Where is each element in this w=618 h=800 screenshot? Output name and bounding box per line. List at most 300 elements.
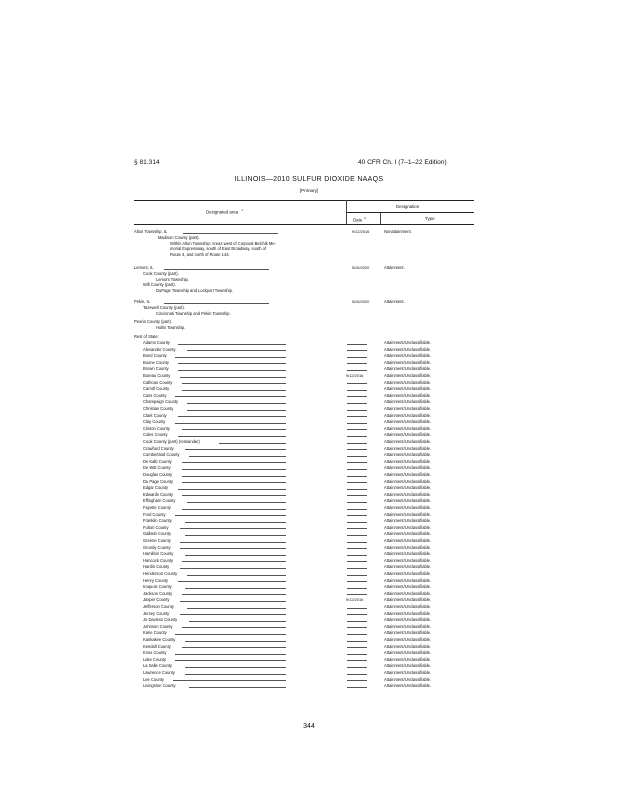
county-designation-type: Attainment/Unclassifiable. — [384, 379, 432, 385]
leader-line — [178, 581, 286, 582]
column-divider-area — [346, 200, 347, 224]
county-name: Grundy County — [143, 544, 171, 550]
county-designation-type: Attainment/Unclassifiable. — [384, 353, 432, 359]
leader-line — [182, 627, 286, 628]
county-name: Boone County — [143, 359, 169, 365]
county-row — [134, 393, 474, 399]
leader-line — [175, 515, 286, 516]
county-designation-type: Attainment/Unclassifiable. — [384, 399, 432, 405]
leader-line — [185, 674, 286, 675]
county-designation-type: Attainment/Unclassifiable. — [384, 445, 432, 451]
leader-line — [175, 634, 286, 635]
leader-line — [178, 344, 286, 345]
county-row — [134, 426, 474, 432]
county-row — [134, 373, 474, 379]
county-row — [134, 604, 474, 610]
county-designation-type: Attainment/Unclassifiable. — [384, 425, 432, 431]
county-row — [134, 657, 474, 663]
area-footnote: 1 — [241, 208, 243, 212]
county-name: Iroquois County — [143, 584, 172, 590]
column-header-date: Date $^2$ — [353, 216, 366, 223]
county-row — [134, 353, 474, 359]
leader-line — [187, 350, 286, 351]
county-designation-type: Attainment/Unclassifiable. — [384, 458, 432, 464]
area-description-line: Will County (part). — [143, 282, 176, 287]
county-designation-type: Attainment/Unclassifiable. — [384, 412, 432, 418]
leader-line — [175, 396, 286, 397]
leader-line — [175, 654, 286, 655]
area-date: 5/26/2020 — [352, 265, 370, 270]
date-placeholder-line — [347, 403, 367, 404]
county-row — [134, 644, 474, 650]
leader-line — [182, 647, 286, 648]
county-row — [134, 498, 474, 504]
area-name: Peoria County (part). — [134, 319, 172, 324]
date-placeholder-line — [347, 575, 367, 576]
county-name: Jersey County — [143, 610, 170, 616]
county-designation-type: Attainment/Unclassifiable. — [384, 617, 432, 623]
area-type: Attainment. — [384, 265, 405, 270]
county-designation-type: Attainment/Unclassifiable. — [384, 557, 432, 563]
leader-line — [175, 357, 286, 358]
cfr-edition: 40 CFR Ch. I (7–1–22 Edition) — [358, 159, 447, 166]
county-row — [134, 479, 474, 485]
county-designation-type: Attainment/Unclassifiable. — [384, 544, 432, 550]
county-row — [134, 465, 474, 471]
leader-line — [182, 594, 286, 595]
county-row — [134, 406, 474, 412]
date-placeholder-line — [347, 667, 367, 668]
area-name: Alton Township, IL — [134, 229, 168, 234]
leader-line — [187, 608, 286, 609]
county-name: Effingham County — [143, 498, 176, 504]
county-row — [134, 584, 474, 590]
date-placeholder-line — [347, 680, 367, 681]
county-name: Lee County — [143, 676, 164, 682]
date-placeholder-line — [347, 456, 367, 457]
leader-line — [182, 561, 286, 562]
county-row — [134, 578, 474, 584]
county-name: Edwards County — [143, 491, 174, 497]
area-description-line: Route 3, and north of Route 143. — [170, 251, 230, 257]
county-designation-type: Attainment/Unclassifiable. — [384, 346, 432, 352]
county-designation-type: Attainment/Unclassifiable. — [384, 452, 432, 458]
page-number: 344 — [303, 723, 315, 730]
designation-rule — [346, 212, 474, 213]
county-name: Gallatin County — [143, 531, 171, 537]
county-row — [134, 518, 474, 524]
county-designation-type: Attainment/Unclassifiable. — [384, 551, 432, 557]
leader-line — [180, 377, 286, 378]
county-name: Greene County — [143, 538, 171, 543]
leader-line — [178, 363, 286, 364]
county-row — [134, 571, 474, 577]
leader-line — [185, 522, 286, 523]
county-name: Johnson County — [143, 623, 173, 629]
county-name: Henderson County — [143, 571, 178, 576]
leader-line — [183, 233, 278, 234]
date-placeholder-line — [347, 621, 367, 622]
county-row — [134, 432, 474, 438]
county-name: Cumberland County — [143, 452, 180, 458]
column-header-type: Type — [425, 216, 435, 221]
county-row — [134, 472, 474, 478]
leader-line — [187, 575, 286, 576]
date-placeholder-line — [347, 687, 367, 688]
column-divider-date — [380, 212, 381, 224]
county-designation-type: Attainment/Unclassifiable. — [384, 604, 432, 609]
leader-line — [180, 601, 286, 602]
date-placeholder-line — [347, 561, 367, 562]
area-description-line: Hollis Township. — [156, 325, 186, 330]
area-name: Pekin, IL — [134, 299, 150, 304]
date-footnote: 2 — [364, 216, 366, 220]
county-name: Clark County — [143, 412, 167, 418]
leader-line — [187, 502, 286, 503]
leader-line — [175, 423, 286, 424]
date-placeholder-line — [347, 588, 367, 589]
area-type: Attainment. — [384, 299, 405, 304]
county-name: Kendall County — [143, 643, 171, 649]
county-name: Franklin County — [143, 518, 172, 524]
date-placeholder-line — [347, 502, 367, 503]
date-placeholder-line — [347, 449, 367, 450]
leader-line — [180, 542, 286, 543]
leader-line — [185, 588, 286, 589]
leader-line — [182, 390, 286, 391]
county-name: Fayette County — [143, 505, 171, 510]
county-row — [134, 446, 474, 452]
county-row — [134, 459, 474, 465]
county-date: 9/12/2016 — [346, 597, 364, 603]
county-designation-type: Attainment/Unclassifiable. — [384, 340, 432, 345]
leader-line — [187, 403, 286, 404]
county-row — [134, 670, 474, 676]
date-placeholder-line — [347, 396, 367, 397]
leader-line — [185, 667, 286, 668]
county-name: Lake County — [143, 656, 166, 662]
leader-line — [180, 528, 286, 529]
county-designation-type: Attainment/Unclassifiable. — [384, 683, 432, 689]
county-designation-type: Attainment/Unclassifiable. — [384, 650, 432, 656]
county-designation-type: Attainment/Unclassifiable. — [384, 478, 432, 484]
county-designation-type: Attainment/Unclassifiable. — [384, 597, 432, 603]
leader-line — [180, 568, 286, 569]
leader-line — [178, 416, 286, 417]
county-designation-type: Attainment/Unclassifiable. — [384, 564, 432, 570]
date-placeholder-line — [347, 423, 367, 424]
date-placeholder-line — [347, 647, 367, 648]
table-title: ILLINOIS—2010 SULFUR DIOXIDE NAAQS — [234, 176, 384, 183]
county-designation-type: Attainment/Unclassifiable. — [384, 637, 432, 642]
area-description-line: Madison County (part). — [158, 235, 200, 240]
date-placeholder-line — [347, 410, 367, 411]
leader-line — [219, 443, 286, 444]
county-row — [134, 399, 474, 405]
date-placeholder-line — [347, 608, 367, 609]
county-name: Henry County — [143, 577, 169, 583]
date-placeholder-line — [347, 634, 367, 635]
date-placeholder-line — [347, 641, 367, 642]
leader-line — [164, 303, 269, 304]
leader-line — [185, 535, 286, 536]
date-placeholder-line — [347, 344, 367, 345]
county-designation-type: Attainment/Unclassifiable. — [384, 359, 432, 365]
county-name: Bureau County — [143, 373, 171, 378]
county-row — [134, 360, 474, 366]
county-designation-type: Attainment/Unclassifiable. — [384, 419, 432, 425]
area-description-line: Tazewell County (part). — [143, 305, 185, 310]
county-row — [134, 439, 474, 445]
area-description-line: Within Alton Township: Areas west of Corporal Belchik Me- — [170, 240, 276, 246]
county-name: Champaign County — [143, 399, 179, 405]
county-row — [134, 617, 474, 623]
county-designation-type: Attainment/Unclassifiable. — [384, 432, 432, 438]
section-number: § 81.314 — [134, 159, 160, 166]
leader-line — [182, 383, 286, 384]
county-row — [134, 485, 474, 491]
area-description-line: morial Expressway, south of East Broadway, south of — [170, 246, 267, 251]
county-name: Jackson County — [143, 590, 173, 596]
county-name: Carroll County — [143, 386, 170, 392]
leader-line — [164, 269, 269, 270]
county-row — [134, 663, 474, 669]
leader-line — [189, 621, 286, 622]
county-name: Crawford County — [143, 445, 174, 451]
date-placeholder-line — [347, 436, 367, 437]
leader-line — [187, 410, 286, 411]
area-date: 5/26/2020 — [352, 299, 370, 304]
county-row — [134, 525, 474, 531]
county-designation-type: Attainment/Unclassifiable. — [384, 472, 432, 477]
date-placeholder-line — [347, 462, 367, 463]
county-designation-type: Attainment/Unclassifiable. — [384, 656, 432, 662]
county-designation-type: Attainment/Unclassifiable. — [384, 491, 432, 497]
county-row — [134, 545, 474, 551]
date-placeholder-line — [347, 390, 367, 391]
county-designation-type: Attainment/Unclassifiable. — [384, 584, 432, 590]
leader-line — [173, 680, 286, 681]
table-header-bottom-rule — [134, 224, 474, 225]
county-name: Du Page County — [143, 478, 174, 484]
county-name: Ford County — [143, 511, 166, 517]
county-name: Clay County — [143, 419, 166, 425]
county-name: Clinton County — [143, 425, 170, 431]
date-placeholder-line — [347, 674, 367, 675]
date-placeholder-line — [347, 548, 367, 549]
date-placeholder-line — [347, 528, 367, 529]
county-name: Jo Daviess County — [143, 617, 178, 623]
date-placeholder-line — [347, 469, 367, 470]
county-designation-type: Attainment/Unclassifiable. — [384, 643, 432, 649]
county-name: Jasper County — [143, 597, 170, 603]
leader-line — [189, 456, 286, 457]
county-name: Bond County — [143, 353, 167, 359]
county-designation-type: Attainment/Unclassifiable. — [384, 386, 432, 392]
county-designation-type: Attainment/Unclassifiable. — [384, 439, 432, 444]
county-name: Livingston County — [143, 683, 176, 689]
leader-line — [180, 548, 286, 549]
county-designation-type: Attainment/Unclassifiable. — [384, 524, 432, 530]
leader-line — [185, 641, 286, 642]
table-subtitle: [Primary] — [299, 188, 319, 193]
county-designation-type: Attainment/Unclassifiable. — [384, 465, 432, 471]
date-placeholder-line — [347, 476, 367, 477]
county-name: Kankakee County — [143, 637, 176, 642]
date-placeholder-line — [347, 522, 367, 523]
date-placeholder-line — [347, 614, 367, 615]
county-row — [134, 683, 474, 689]
date-placeholder-line — [347, 535, 367, 536]
county-name: Lawrence County — [143, 670, 175, 675]
date-placeholder-line — [347, 542, 367, 543]
leader-line — [182, 476, 286, 477]
date-placeholder-line — [347, 357, 367, 358]
county-row — [134, 413, 474, 419]
county-row — [134, 505, 474, 511]
area-type: Nonattainment. — [384, 229, 412, 234]
date-placeholder-line — [347, 654, 367, 655]
date-placeholder-line — [347, 443, 367, 444]
county-name: Calhoun County — [143, 379, 173, 385]
county-name: De Witt County — [143, 465, 171, 471]
county-designation-type: Attainment/Unclassifiable. — [384, 498, 432, 504]
county-row — [134, 597, 474, 603]
county-row — [134, 531, 474, 537]
county-name: Edgar County — [143, 485, 169, 491]
leader-line — [185, 449, 286, 450]
county-name: Cass County — [143, 392, 167, 398]
county-name: Brown County — [143, 366, 169, 372]
county-row — [134, 564, 474, 570]
county-row — [134, 380, 474, 386]
county-designation-type: Attainment/Unclassifiable. — [384, 485, 432, 491]
date-placeholder-line — [347, 350, 367, 351]
county-row — [134, 650, 474, 656]
leader-line — [178, 436, 286, 437]
date-placeholder-line — [347, 429, 367, 430]
county-row — [134, 591, 474, 597]
leader-line — [178, 489, 286, 490]
county-designation-type: Attainment/Unclassifiable. — [384, 630, 432, 636]
county-designation-type: Attainment/Unclassifiable. — [384, 531, 432, 537]
county-row — [134, 340, 474, 346]
county-designation-type: Attainment/Unclassifiable. — [384, 538, 432, 543]
county-name: Jefferson County — [143, 604, 174, 609]
county-designation-type: Attainment/Unclassifiable. — [384, 577, 432, 583]
county-row — [134, 452, 474, 458]
date-placeholder-line — [347, 489, 367, 490]
county-name: Kane County — [143, 630, 167, 636]
county-row — [134, 558, 474, 564]
county-name: De Kalb County — [143, 458, 172, 464]
county-name: Christian County — [143, 406, 174, 411]
county-designation-type: Attainment/Unclassifiable. — [384, 623, 432, 629]
date-placeholder-line — [347, 515, 367, 516]
leader-line — [175, 660, 286, 661]
date-placeholder-line — [347, 482, 367, 483]
leader-line — [182, 482, 286, 483]
column-header-designation: Designation — [396, 204, 420, 209]
date-placeholder-line — [347, 594, 367, 595]
county-designation-type: Attainment/Unclassifiable. — [384, 518, 432, 524]
county-row — [134, 611, 474, 617]
area-date: 9/12/2016 — [352, 229, 370, 234]
rest-of-state-label: Rest of State: — [134, 334, 159, 339]
leader-line — [189, 687, 286, 688]
leader-line — [185, 555, 286, 556]
area-name: Lemont, IL — [134, 265, 154, 270]
county-designation-type: Attainment/Unclassifiable. — [384, 610, 432, 616]
leader-line — [178, 370, 286, 371]
county-name: Coles County — [143, 432, 168, 438]
county-designation-type: Attainment/Unclassifiable. — [384, 366, 432, 372]
county-designation-type: Attainment/Unclassifiable. — [384, 373, 432, 378]
date-placeholder-line — [347, 416, 367, 417]
county-name: Knox County — [143, 650, 167, 656]
table-top-rule — [134, 200, 474, 201]
area-description-line: DuPage Township and Lockport Township. — [156, 287, 233, 293]
date-placeholder-line — [347, 627, 367, 628]
county-name: Hancock County — [143, 557, 174, 563]
county-row — [134, 551, 474, 557]
area-description-line: Lemont Township. — [156, 276, 189, 282]
county-row — [134, 347, 474, 353]
county-row — [134, 637, 474, 643]
county-row — [134, 624, 474, 630]
leader-line — [182, 469, 286, 470]
date-placeholder-line — [347, 495, 367, 496]
area-description-line: Cook County (part). — [143, 271, 179, 276]
county-name: Hamilton County — [143, 551, 174, 557]
county-row — [134, 538, 474, 544]
county-designation-type: Attainment/Unclassifiable. — [384, 676, 432, 682]
date-placeholder-line — [347, 581, 367, 582]
county-designation-type: Attainment/Unclassifiable. — [384, 571, 432, 576]
county-name: Douglas County — [143, 472, 173, 477]
county-name: Hardin County — [143, 564, 170, 570]
county-designation-type: Attainment/Unclassifiable. — [384, 511, 432, 517]
date-placeholder-line — [347, 555, 367, 556]
date-placeholder-line — [347, 370, 367, 371]
county-date: 9/12/2016 — [346, 373, 364, 378]
county-designation-type: Attainment/Unclassifiable. — [384, 392, 432, 398]
leader-line — [180, 614, 286, 615]
date-placeholder-line — [347, 509, 367, 510]
county-row — [134, 492, 474, 498]
county-name: Adams County — [143, 340, 170, 345]
county-row — [134, 366, 474, 372]
county-designation-type: Attainment/Unclassifiable. — [384, 505, 432, 510]
county-row — [134, 677, 474, 683]
county-designation-type: Attainment/Unclassifiable. — [384, 663, 432, 669]
leader-line — [182, 495, 286, 496]
county-name: Fulton County — [143, 524, 169, 530]
county-row — [134, 419, 474, 425]
county-name: Cook County (part) (remainder) — [143, 439, 200, 444]
date-placeholder-line — [347, 568, 367, 569]
county-designation-type: Attainment/Unclassifiable. — [384, 670, 432, 675]
leader-line — [182, 509, 286, 510]
date-placeholder-line — [347, 363, 367, 364]
date-placeholder-line — [347, 660, 367, 661]
leader-line — [182, 462, 286, 463]
county-name: La Salle County — [143, 663, 172, 669]
leader-line — [182, 429, 286, 430]
county-row — [134, 512, 474, 518]
area-description-line: Cincinnati Township and Pekin Township. — [156, 310, 231, 316]
county-row — [134, 386, 474, 392]
